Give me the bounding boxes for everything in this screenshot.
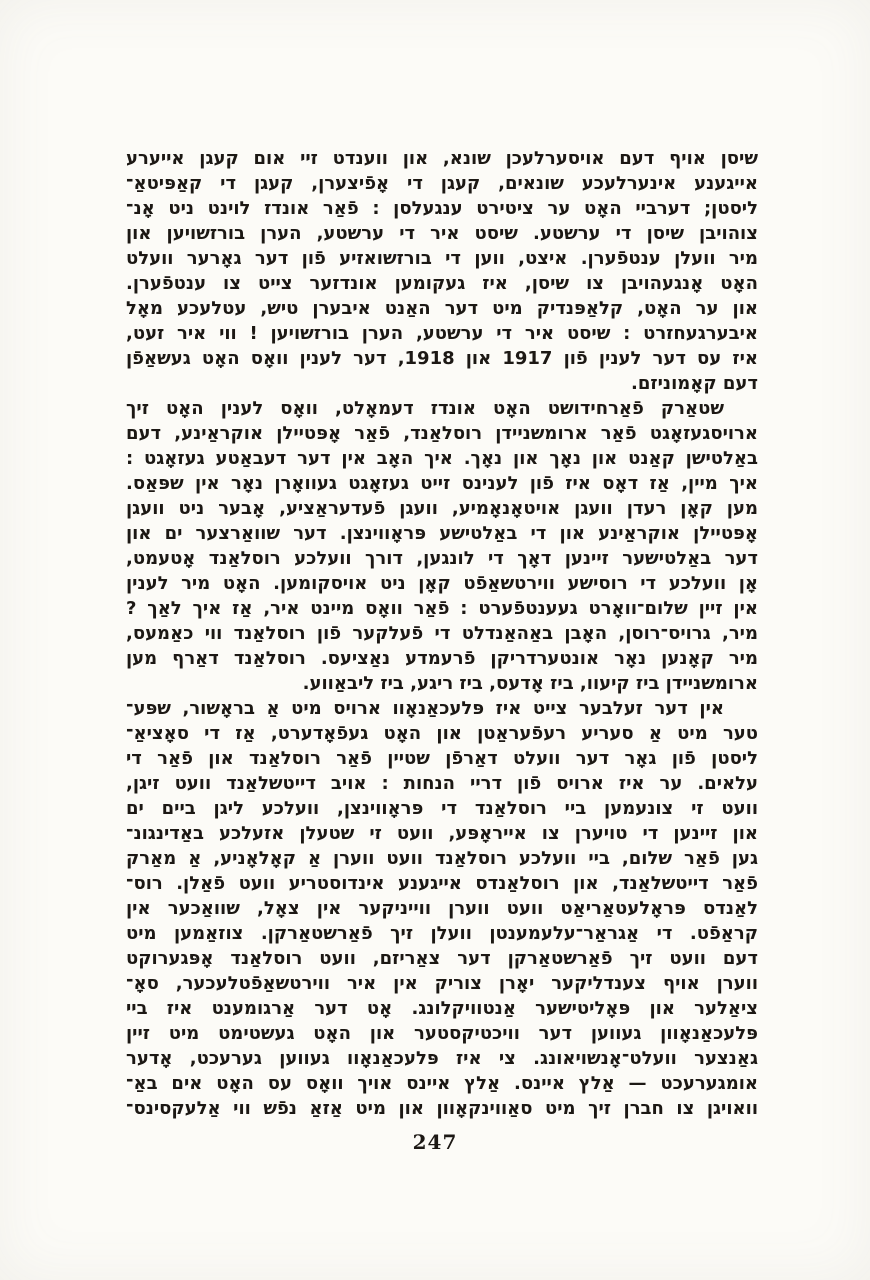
text-block: [126, 146, 758, 1121]
text-line: גען פֿאַר שלום, ביי וועלכע רוסלאַנד וועט ווערן אַ קאָלאָניע, אַ מאַרק: [126, 848, 758, 869]
text-line: מיר וועלן ענטפֿערן. איצט, ווען די בורזשואזיע פֿון דער גאָרער וועלט: [126, 248, 758, 269]
text-line: איז עס דער לענין פֿון 1917 און 1918, דער לענין וואָס האָט געשאַפֿן: [126, 348, 758, 369]
text-line: אומגערעכט — אַלץ איינס. אַלץ איינס אויך וואָס עס האָט אים באַ־: [126, 1073, 758, 1094]
text-line: האָט אָנגעהויבן צו שיסן, איז געקומען אונדזער צייט צו ענטפֿערן.: [126, 273, 758, 294]
text-line: קראַפֿט. די אַגראַר־עלעמענטן וועלן זיך פֿאַרשטאַרקן. צוזאַמען מיט: [126, 923, 758, 944]
text-line: עלאים. ער איז ארויס פֿון דריי הנחות : אויב דייטשלאַנד וועט זיגן,: [126, 773, 758, 794]
text-line: לאַנדס פּראָלעטאַריאַט וועט ווערן ווייניקער אין צאָל, שוואַכער אין: [126, 898, 758, 919]
paragraph: [126, 396, 758, 696]
text-line: איבערגעחזרט : שיסט איר די ערשטע, הערן בורזשויען ! ווי איר זעט,: [126, 323, 758, 344]
text-line: ליסטן פֿון גאָר דער וועלט דאַרפֿן שטיין פֿאַר רוסלאַנד און פֿאַר די: [126, 748, 758, 769]
text-line: צוהויבן שיסן די ערשטע. שיסט איר די ערשטע, הערן בורזשויען און: [126, 223, 758, 244]
text-line: ציאַלער און פּאָליטישער אַנטוויקלונג. אָט דער אַרגומענט איז ביי: [126, 998, 758, 1019]
text-line: מען קאָן רעדן וועגן אויטאָנאָמיע, וועגן פֿעדעראַציע, אָבער ניט וועגן: [126, 498, 758, 519]
text-line: גאַנצער וועלט־אָנשויאונג. צי איז פּלעכאַנאָוו געווען גערעכט, אָדער: [126, 1048, 758, 1069]
text-line: דעם וועט זיך פֿאַרשטאַרקן דער צאַריזם, וועט רוסלאַנד אָפּגערוקט: [126, 948, 758, 969]
text-line: אייגענע אינערלעכע שונאים, קעגן די אָפֿיצערן, קעגן די קאַפּיטאַ־: [126, 173, 758, 194]
text-line: פֿאַר דייטשלאַנד, און רוסלאַנדס אייגענע אינדוסטריע וועט פֿאַלן. רוס־: [126, 873, 758, 894]
text-line: ארומשניידן ביז קיעוו, ביז אָדעס, ביז ריגע, ביז ליבאַווע.: [302, 673, 758, 694]
paragraph: [126, 696, 758, 1121]
text-line: באַלטישן קאַנט און נאָך און נאָך. איך האָב אין דער דעבאַטע געזאָגט :: [126, 448, 758, 469]
text-line: איך מיין, אַז דאָס איז פֿון לענינס זייט געזאָגט געוואָרן נאָר אין שפּאַס.: [126, 473, 758, 494]
text-line: דער באַלטישער זיינען דאָך די לונגען, דורך וועלכע רוסלאַנד אָטעמט,: [126, 548, 758, 569]
page-number: 247: [412, 1130, 458, 1154]
text-line: דעם קאָמוניזם.: [631, 373, 758, 394]
text-line: שיסן אויף דעם אויסערלעכן שונא, און ווענדט זיי אום קעגן אייערע: [126, 148, 758, 169]
text-line: אין זיין שלום־וואָרט געענטפֿערט : פֿאַר וואָס מיינט איר, אַז איך לאַך ?: [126, 598, 758, 619]
text-line: פּלעכאַנאָוון געווען דער וויכטיקסטער און האָט געשטימט מיט זיין: [126, 1023, 758, 1044]
text-line: ווערן אויף צענדליקער יאָרן צוריק אין איר ווירטשאַפֿטלעכער, סאָ־: [126, 973, 758, 994]
text-line: און ער האָט, קלאַפּנדיק מיט דער האַנט איבערן טיש, עטלעכע מאָל: [126, 298, 758, 319]
text-line: שטאַרק פֿאַרחידושט האָט אונדז דעמאָלט, וואָס לענין האָט זיך: [126, 398, 724, 419]
text-line: אָן וועלכע די רוסישע ווירטשאַפֿט קאָן ניט אויסקומען. האָט מיר לענין: [126, 573, 758, 594]
text-line: מיר, גרויס־רוסן, האָבן באַהאַנדלט די פֿעלקער פֿון רוסלאַנד ווי כאַמעס,: [126, 623, 758, 644]
text-line: און זיינען די טויערן צו אייראָפּע, וועט זי שטעלן אזעלכע באַדינגונ־: [126, 823, 758, 844]
text-line: ליסטן; דערביי האָט ער ציטירט ענגעלסן : פֿאַר אונדז לוינט ניט אָנ־: [126, 198, 758, 219]
text-line: אָפּטיילן אוקראַינע און די באַלטישע פּראָווינצן. דער שוואַרצער ים און: [126, 523, 758, 544]
text-line: וואויגן צו חברן זיך מיט סאַווינקאָוון און מיט אַזאַ נפֿש ווי אַלעקסינס־: [126, 1098, 758, 1119]
paragraph: [126, 146, 758, 396]
text-line: אין דער זעלבער צייט איז פּלעכאַנאָוו ארויס מיט אַ בראָשור, שפּע־: [126, 698, 724, 719]
text-line: טער מיט אַ סעריע רעפֿעראַטן און האָט געפֿאָדערט, אַז די סאָציאַ־: [126, 723, 758, 744]
text-line: וועט זי צונעמען ביי רוסלאַנד די פּראָווינצן, וועלכע ליגן ביים ים: [126, 798, 758, 819]
text-line: ארויסגעזאָגט פֿאַר ארומשניידן רוסלאַנד, פֿאַר אָפּטיילן אוקראַינע, דעם: [126, 423, 758, 444]
text-line: מיר קאָנען נאָר אונטערדריקן פֿרעמדע נאַציעס. רוסלאַנד דאַרף מען: [126, 648, 758, 669]
